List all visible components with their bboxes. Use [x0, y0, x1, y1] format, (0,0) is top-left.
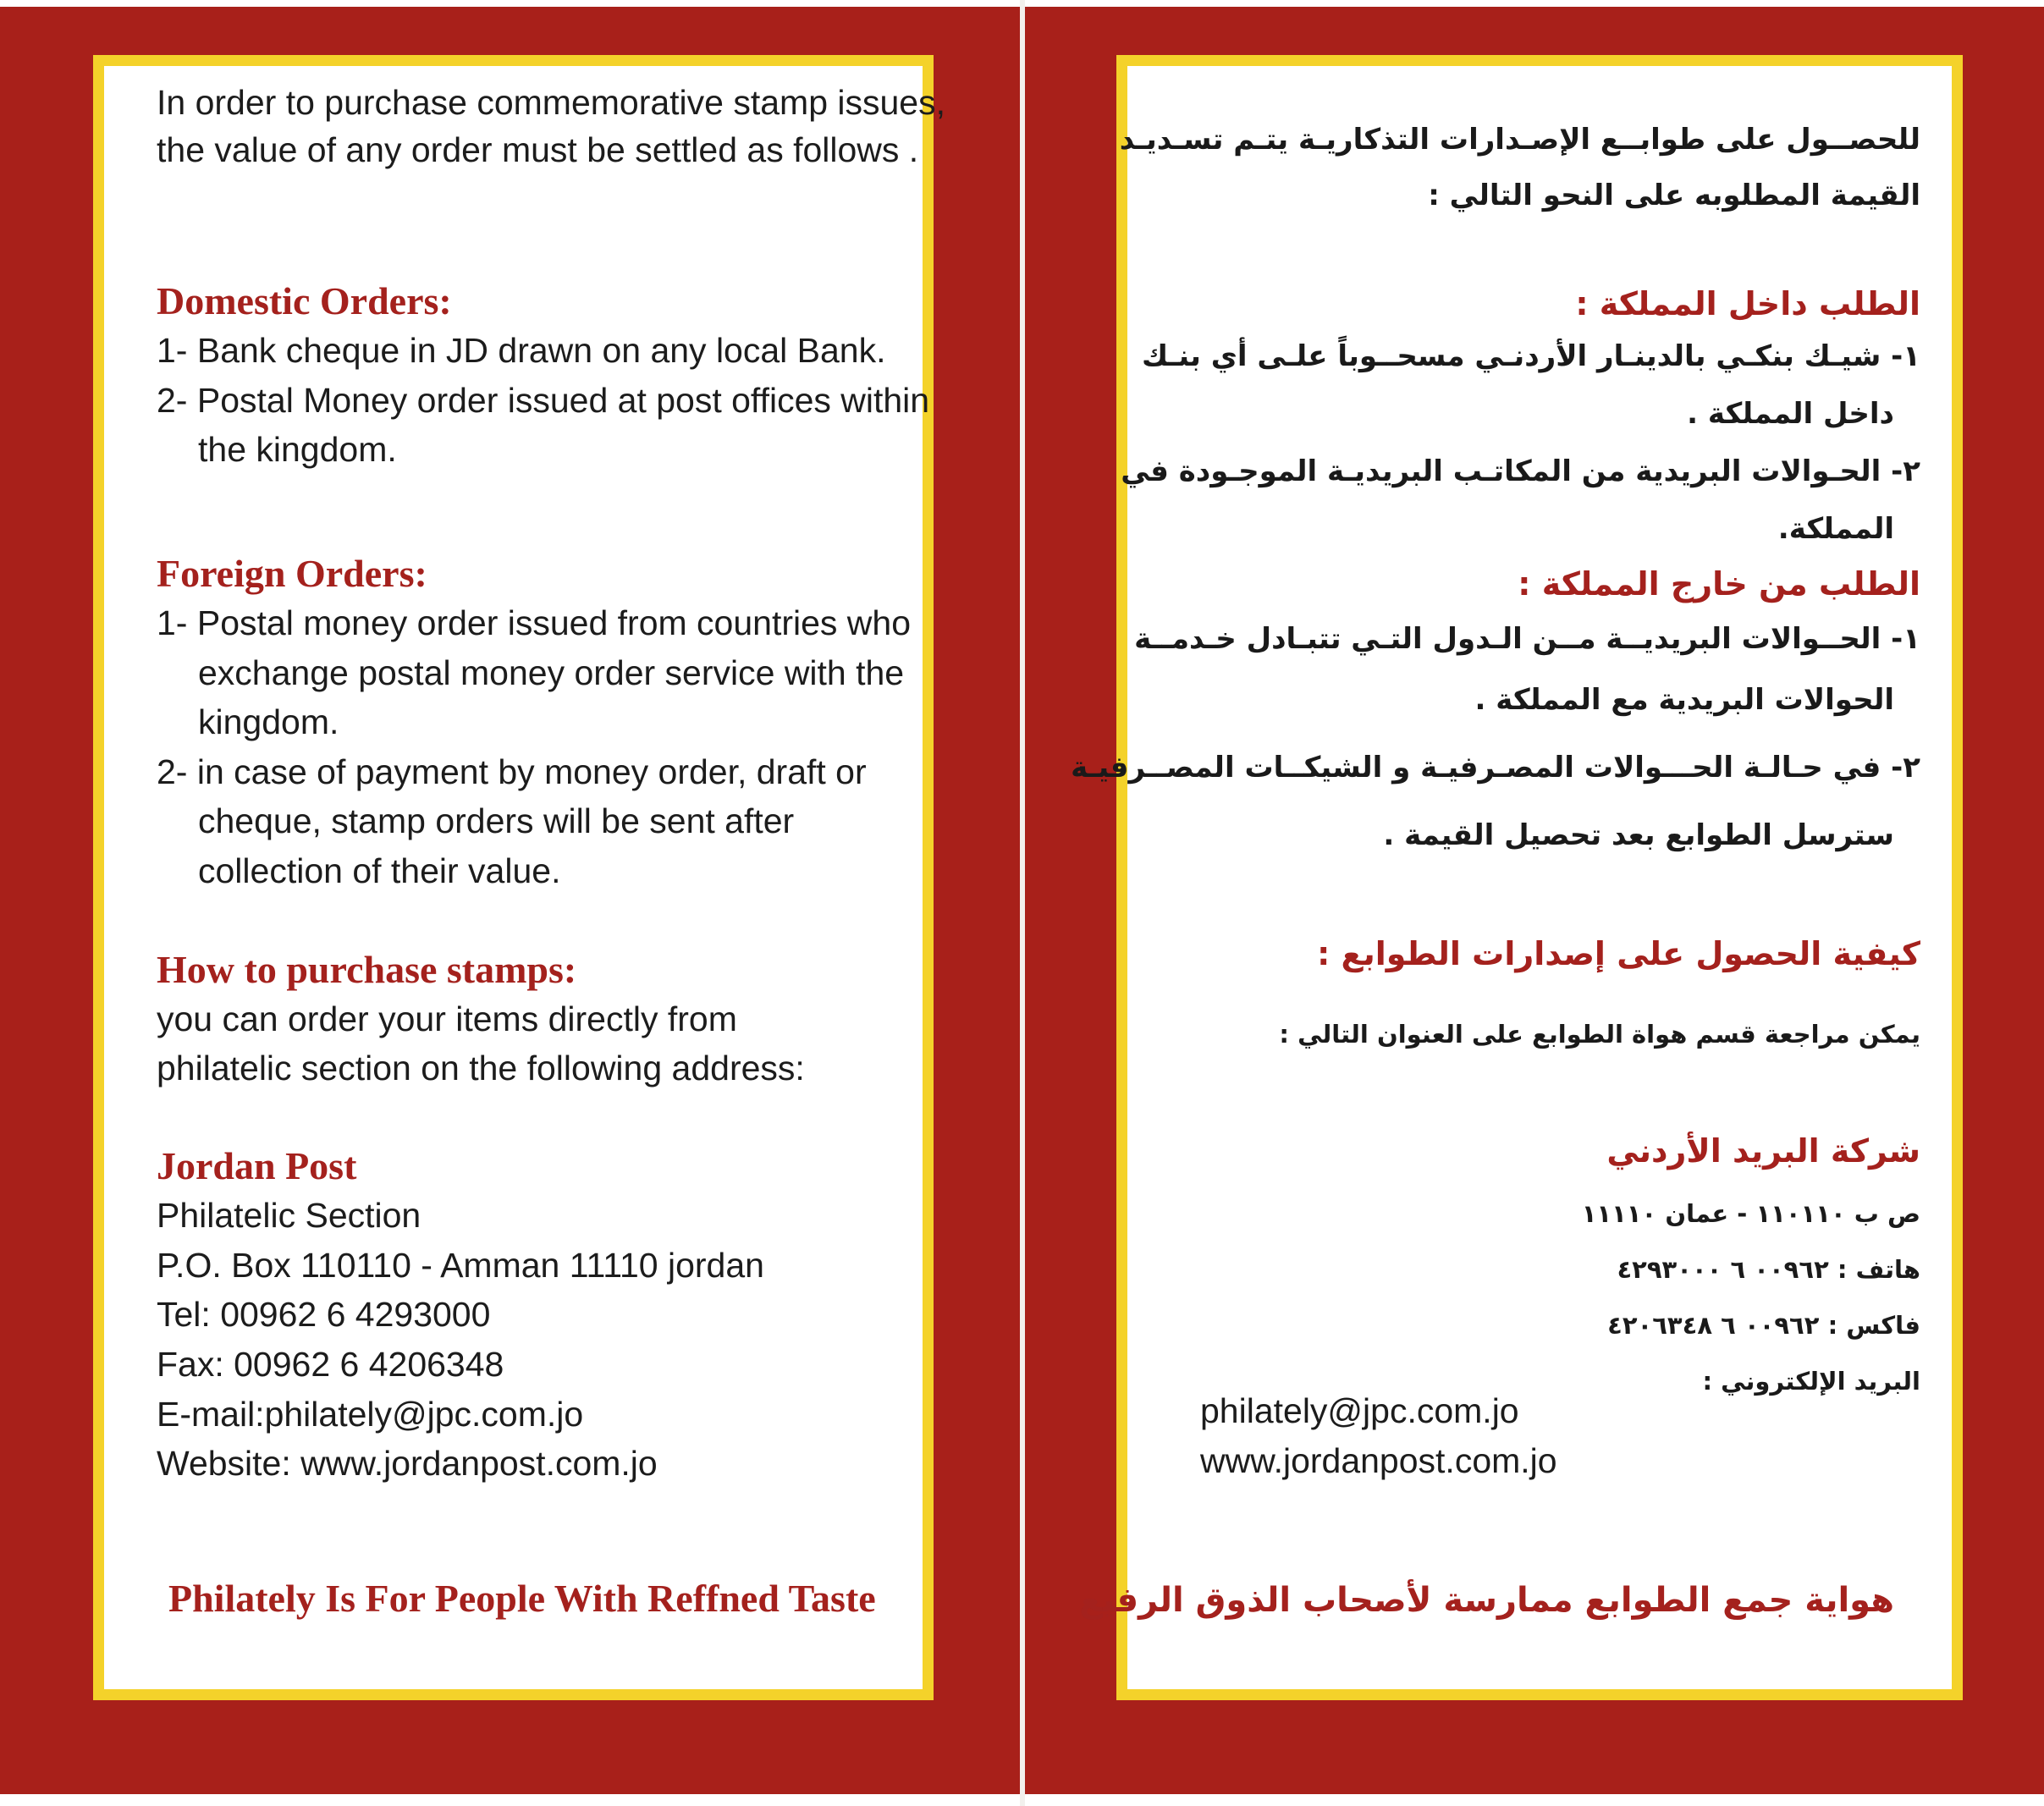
arabic-content: [1071, 66, 1952, 1689]
gold-frame: [1071, 55, 1963, 1700]
tagline-english: Philately Is For People With Reffned Taste: [168, 1577, 876, 1620]
domestic-item-continuation: the kingdom.: [198, 430, 397, 469]
foreign-item: ٢- في حـالـة الحـــوالات المصـرفيـة و الشيكــات المصــرفيـة: [1071, 751, 1920, 785]
foreign-item-continuation: سترسل الطوابع بعد تحصيل القيمة .: [1383, 818, 1894, 852]
arabic-panel: [1025, 7, 2044, 1794]
foreign-orders-heading: Foreign Orders:: [157, 552, 427, 595]
how-to-purchase-line: you can order your items directly from: [157, 999, 737, 1038]
how-to-purchase-line: يمكن مراجعة قسم هواة الطوابع على العنوان التالي :: [1279, 1020, 1920, 1049]
foreign-item: 1- Postal money order issued from countries who: [157, 603, 912, 642]
contact-line: Fax: 00962 6 4206348: [157, 1345, 504, 1384]
domestic-item: 1- Bank cheque in JD drawn on any local Bank.: [157, 331, 886, 370]
contact-tel: هاتف : ٠٠٩٦٢ ٦ ٤٢٩٣٠٠٠: [1617, 1255, 1920, 1284]
foreign-orders-heading: الطلب من خارج المملكة :: [1518, 565, 1920, 603]
domestic-item-continuation: داخل المملكة .: [1687, 397, 1894, 431]
domestic-item: ٢- الحـوالات البريدية من المكاتـب البريديـة الموجـودة في: [1121, 454, 1920, 488]
contact-line: Tel: 00962 6 4293000: [157, 1295, 491, 1334]
contact-line: P.O. Box 110110 - Amman 11110 jordan: [157, 1246, 764, 1285]
foreign-item-continuation: kingdom.: [198, 702, 339, 741]
intro-line: للحصــول على طوابــع الإصـدارات التذكاريـة يتـم تسـديـد: [1119, 123, 1920, 157]
tagline-arabic: هواية جمع الطوابع ممارسة لأصحاب الذوق الرفيع: [1079, 1581, 1894, 1620]
how-to-purchase-line: philatelic section on the following address:: [157, 1049, 805, 1087]
contact-line: Philatelic Section: [157, 1196, 421, 1235]
domestic-item: 2- Postal Money order issued at post offices within: [157, 381, 930, 420]
contact-email-label: البريد الإلكتروني :: [1702, 1367, 1920, 1396]
domestic-orders-heading: Domestic Orders:: [157, 279, 452, 322]
domestic-item: ١- شيـك بنكـي بالدينـار الأردنـي مسحــوباً علـى أي بنـك: [1141, 339, 1920, 373]
contact-pobox: ص ب ١١٠١١٠ - عمان ١١١١٠: [1581, 1199, 1920, 1228]
jordan-post-heading: شركة البريد الأردني: [1606, 1132, 1920, 1170]
how-to-purchase-heading: كيفية الحصول على إصدارات الطوابع :: [1317, 935, 1920, 972]
english-content: [104, 66, 945, 1689]
contact-website: Website: www.jordanpost.com.jo: [157, 1444, 658, 1483]
gold-frame: [93, 55, 945, 1700]
domestic-orders-heading: الطلب داخل المملكة :: [1575, 285, 1920, 322]
contact-website: www.jordanpost.com.jo: [1200, 1441, 1557, 1480]
intro-line: In order to purchase commemorative stamp issues,: [157, 83, 945, 122]
contact-email: E-mail:philately@jpc.com.jo: [157, 1395, 584, 1434]
contact-fax: فاكس : ٠٠٩٦٢ ٦ ٤٢٠٦٣٤٨: [1607, 1311, 1920, 1340]
domestic-item-continuation: المملكة.: [1777, 512, 1894, 546]
foreign-item: ١- الحــوالات البريديــة مــن الـدول التـي تتبـادل خـدمــة: [1134, 622, 1920, 656]
contact-email: philately@jpc.com.jo: [1200, 1391, 1519, 1430]
intro-line: the value of any order must be settled as follows .: [157, 130, 919, 169]
how-to-purchase-heading: How to purchase stamps:: [157, 948, 577, 991]
foreign-item-continuation: collection of their value.: [198, 851, 561, 890]
english-panel: [0, 7, 1020, 1794]
jordan-post-heading: Jordan Post: [157, 1144, 357, 1187]
foreign-item-continuation: cheque, stamp orders will be sent after: [198, 801, 795, 840]
foreign-item-continuation: exchange postal money order service with the: [198, 653, 905, 692]
foreign-item-continuation: الحوالات البريدية مع المملكة .: [1474, 683, 1894, 717]
foreign-item: 2- in case of payment by money order, draft or: [157, 752, 867, 791]
intro-line: القيمة المطلوبه على النحو التالي :: [1428, 179, 1920, 212]
